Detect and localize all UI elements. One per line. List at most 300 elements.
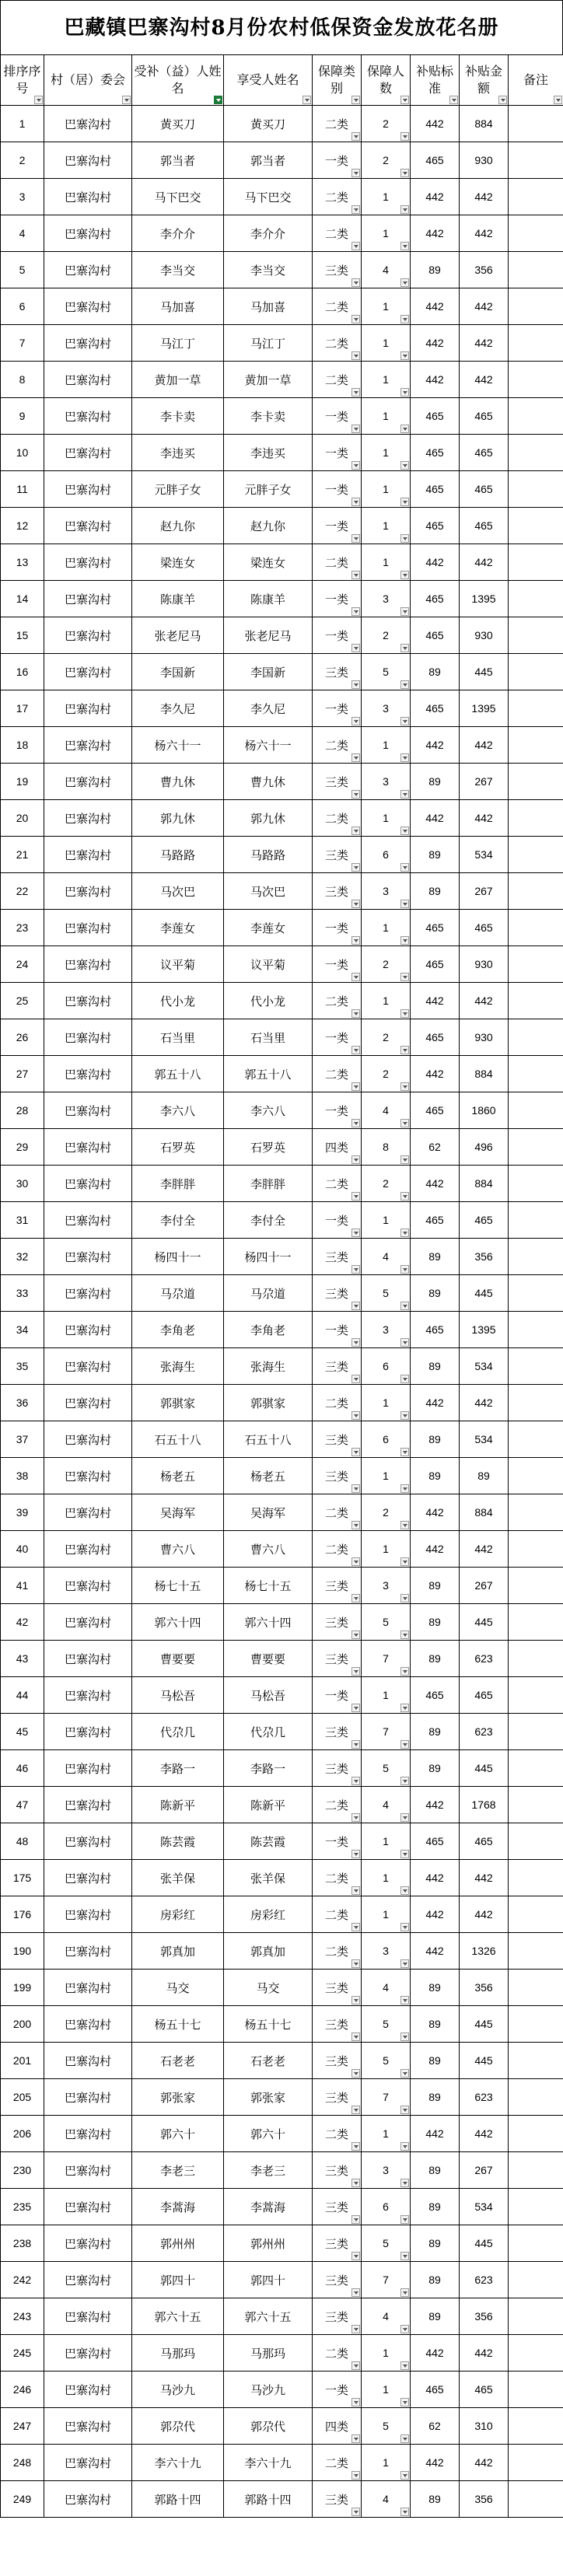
standard-cell[interactable]: [411, 435, 460, 471]
header-cell-category[interactable]: [313, 55, 362, 106]
cell-dropdown-icon[interactable]: [400, 2215, 409, 2224]
village-cell[interactable]: [44, 1568, 132, 1604]
recipient-name-cell[interactable]: [132, 2116, 224, 2152]
beneficiary-name-cell[interactable]: [224, 946, 313, 983]
standard-cell[interactable]: [411, 2225, 460, 2262]
cell-dropdown-icon[interactable]: [351, 717, 360, 725]
persons-cell[interactable]: [362, 1970, 411, 2006]
recipient-name-cell[interactable]: [132, 2445, 224, 2481]
amount-cell[interactable]: [460, 837, 509, 873]
amount-cell[interactable]: [460, 1312, 509, 1348]
remarks-cell[interactable]: [509, 1166, 563, 1202]
cell-dropdown-icon[interactable]: [351, 278, 360, 287]
standard-cell[interactable]: [411, 1129, 460, 1166]
cell-dropdown-icon[interactable]: [400, 1521, 409, 1529]
filter-dropdown-icon[interactable]: [302, 96, 311, 104]
cell-dropdown-icon[interactable]: [400, 1229, 409, 1237]
village-cell[interactable]: [44, 1896, 132, 1933]
recipient-name-cell[interactable]: [132, 1933, 224, 1970]
serial-cell[interactable]: [1, 1056, 44, 1092]
cell-dropdown-icon[interactable]: [351, 1557, 360, 1566]
remarks-cell[interactable]: [509, 617, 563, 654]
filter-active-dropdown-icon[interactable]: [214, 96, 222, 104]
cell-dropdown-icon[interactable]: [400, 1155, 409, 1164]
beneficiary-name-cell[interactable]: [224, 1896, 313, 1933]
serial-cell[interactable]: [1, 106, 44, 142]
standard-cell[interactable]: [411, 617, 460, 654]
category-cell[interactable]: [313, 2006, 362, 2043]
cell-dropdown-icon[interactable]: [400, 1923, 409, 1931]
category-cell[interactable]: [313, 2225, 362, 2262]
remarks-cell[interactable]: [509, 325, 563, 362]
standard-cell[interactable]: [411, 1166, 460, 1202]
remarks-cell[interactable]: [509, 1202, 563, 1239]
village-cell[interactable]: [44, 398, 132, 435]
cell-dropdown-icon[interactable]: [400, 827, 409, 835]
cell-dropdown-icon[interactable]: [351, 534, 360, 543]
category-cell[interactable]: [313, 508, 362, 544]
amount-cell[interactable]: [460, 2335, 509, 2372]
village-cell[interactable]: [44, 1421, 132, 1458]
cell-dropdown-icon[interactable]: [351, 242, 360, 250]
persons-cell[interactable]: [362, 215, 411, 252]
beneficiary-name-cell[interactable]: [224, 1385, 313, 1421]
village-cell[interactable]: [44, 654, 132, 690]
remarks-cell[interactable]: [509, 215, 563, 252]
remarks-cell[interactable]: [509, 1823, 563, 1860]
cell-dropdown-icon[interactable]: [400, 2471, 409, 2480]
village-cell[interactable]: [44, 2298, 132, 2335]
category-cell[interactable]: [313, 1458, 362, 1494]
persons-cell[interactable]: [362, 1568, 411, 1604]
persons-cell[interactable]: [362, 1056, 411, 1092]
cell-dropdown-icon[interactable]: [400, 1192, 409, 1201]
cell-dropdown-icon[interactable]: [400, 1813, 409, 1822]
amount-cell[interactable]: [460, 1494, 509, 1531]
remarks-cell[interactable]: [509, 983, 563, 1019]
remarks-cell[interactable]: [509, 837, 563, 873]
recipient-name-cell[interactable]: [132, 288, 224, 325]
amount-cell[interactable]: [460, 2152, 509, 2189]
village-cell[interactable]: [44, 1275, 132, 1312]
standard-cell[interactable]: [411, 2298, 460, 2335]
standard-cell[interactable]: [411, 837, 460, 873]
recipient-name-cell[interactable]: [132, 544, 224, 581]
standard-cell[interactable]: [411, 325, 460, 362]
standard-cell[interactable]: [411, 1568, 460, 1604]
beneficiary-name-cell[interactable]: [224, 873, 313, 910]
remarks-cell[interactable]: [509, 1750, 563, 1787]
recipient-name-cell[interactable]: [132, 654, 224, 690]
category-cell[interactable]: [313, 142, 362, 179]
persons-cell[interactable]: [362, 581, 411, 617]
amount-cell[interactable]: [460, 1860, 509, 1896]
beneficiary-name-cell[interactable]: [224, 1166, 313, 1202]
standard-cell[interactable]: [411, 2189, 460, 2225]
category-cell[interactable]: [313, 544, 362, 581]
cell-dropdown-icon[interactable]: [400, 1448, 409, 1456]
remarks-cell[interactable]: [509, 2481, 563, 2518]
category-cell[interactable]: [313, 252, 362, 288]
recipient-name-cell[interactable]: [132, 1092, 224, 1129]
standard-cell[interactable]: [411, 800, 460, 837]
standard-cell[interactable]: [411, 1239, 460, 1275]
standard-cell[interactable]: [411, 1750, 460, 1787]
cell-dropdown-icon[interactable]: [351, 936, 360, 945]
category-cell[interactable]: [313, 983, 362, 1019]
header-cell-beneficiary[interactable]: [224, 55, 313, 106]
beneficiary-name-cell[interactable]: [224, 1568, 313, 1604]
beneficiary-name-cell[interactable]: [224, 1860, 313, 1896]
village-cell[interactable]: [44, 727, 132, 764]
village-cell[interactable]: [44, 1531, 132, 1568]
standard-cell[interactable]: [411, 1641, 460, 1677]
recipient-name-cell[interactable]: [132, 179, 224, 215]
cell-dropdown-icon[interactable]: [400, 351, 409, 360]
category-cell[interactable]: [313, 1166, 362, 1202]
cell-dropdown-icon[interactable]: [351, 2032, 360, 2041]
village-cell[interactable]: [44, 2445, 132, 2481]
standard-cell[interactable]: [411, 1714, 460, 1750]
category-cell[interactable]: [313, 2298, 362, 2335]
persons-cell[interactable]: [362, 1750, 411, 1787]
serial-cell[interactable]: [1, 1202, 44, 1239]
remarks-cell[interactable]: [509, 1531, 563, 1568]
recipient-name-cell[interactable]: [132, 1860, 224, 1896]
filter-dropdown-icon[interactable]: [122, 96, 131, 104]
cell-dropdown-icon[interactable]: [351, 2069, 360, 2078]
header-cell-serial[interactable]: [1, 55, 44, 106]
category-cell[interactable]: [313, 106, 362, 142]
recipient-name-cell[interactable]: [132, 1312, 224, 1348]
beneficiary-name-cell[interactable]: [224, 2043, 313, 2079]
amount-cell[interactable]: [460, 106, 509, 142]
recipient-name-cell[interactable]: [132, 1970, 224, 2006]
amount-cell[interactable]: [460, 800, 509, 837]
category-cell[interactable]: [313, 2408, 362, 2445]
beneficiary-name-cell[interactable]: [224, 1677, 313, 1714]
amount-cell[interactable]: [460, 2189, 509, 2225]
village-cell[interactable]: [44, 288, 132, 325]
cell-dropdown-icon[interactable]: [351, 1740, 360, 1749]
category-cell[interactable]: [313, 1568, 362, 1604]
amount-cell[interactable]: [460, 1421, 509, 1458]
serial-cell[interactable]: [1, 1312, 44, 1348]
remarks-cell[interactable]: [509, 2335, 563, 2372]
amount-cell[interactable]: [460, 2481, 509, 2518]
village-cell[interactable]: [44, 1239, 132, 1275]
standard-cell[interactable]: [411, 508, 460, 544]
recipient-name-cell[interactable]: [132, 1166, 224, 1202]
recipient-name-cell[interactable]: [132, 2079, 224, 2116]
standard-cell[interactable]: [411, 1494, 460, 1531]
cell-dropdown-icon[interactable]: [351, 1302, 360, 1310]
amount-cell[interactable]: [460, 471, 509, 508]
category-cell[interactable]: [313, 1860, 362, 1896]
cell-dropdown-icon[interactable]: [400, 2288, 409, 2297]
cell-dropdown-icon[interactable]: [400, 1265, 409, 1274]
filter-dropdown-icon[interactable]: [449, 96, 458, 104]
village-cell[interactable]: [44, 435, 132, 471]
village-cell[interactable]: [44, 215, 132, 252]
village-cell[interactable]: [44, 1933, 132, 1970]
persons-cell[interactable]: [362, 252, 411, 288]
recipient-name-cell[interactable]: [132, 2298, 224, 2335]
serial-cell[interactable]: [1, 1823, 44, 1860]
category-cell[interactable]: [313, 873, 362, 910]
amount-cell[interactable]: [460, 1348, 509, 1385]
standard-cell[interactable]: [411, 2006, 460, 2043]
persons-cell[interactable]: [362, 617, 411, 654]
category-cell[interactable]: [313, 1933, 362, 1970]
beneficiary-name-cell[interactable]: [224, 435, 313, 471]
beneficiary-name-cell[interactable]: [224, 581, 313, 617]
remarks-cell[interactable]: [509, 2298, 563, 2335]
serial-cell[interactable]: [1, 1458, 44, 1494]
remarks-cell[interactable]: [509, 288, 563, 325]
cell-dropdown-icon[interactable]: [400, 205, 409, 214]
category-cell[interactable]: [313, 2335, 362, 2372]
remarks-cell[interactable]: [509, 435, 563, 471]
serial-cell[interactable]: [1, 2408, 44, 2445]
beneficiary-name-cell[interactable]: [224, 2225, 313, 2262]
category-cell[interactable]: [313, 1056, 362, 1092]
cell-dropdown-icon[interactable]: [400, 425, 409, 433]
cell-dropdown-icon[interactable]: [400, 278, 409, 287]
recipient-name-cell[interactable]: [132, 2225, 224, 2262]
persons-cell[interactable]: [362, 727, 411, 764]
persons-cell[interactable]: [362, 690, 411, 727]
remarks-cell[interactable]: [509, 2043, 563, 2079]
standard-cell[interactable]: [411, 690, 460, 727]
beneficiary-name-cell[interactable]: [224, 1823, 313, 1860]
amount-cell[interactable]: [460, 2262, 509, 2298]
village-cell[interactable]: [44, 106, 132, 142]
village-cell[interactable]: [44, 2043, 132, 2079]
village-cell[interactable]: [44, 617, 132, 654]
standard-cell[interactable]: [411, 946, 460, 983]
serial-cell[interactable]: [1, 2335, 44, 2372]
cell-dropdown-icon[interactable]: [351, 2142, 360, 2151]
standard-cell[interactable]: [411, 764, 460, 800]
standard-cell[interactable]: [411, 288, 460, 325]
village-cell[interactable]: [44, 325, 132, 362]
filter-dropdown-icon[interactable]: [351, 96, 360, 104]
amount-cell[interactable]: [460, 727, 509, 764]
serial-cell[interactable]: [1, 800, 44, 837]
cell-dropdown-icon[interactable]: [400, 2069, 409, 2078]
category-cell[interactable]: [313, 2481, 362, 2518]
standard-cell[interactable]: [411, 2079, 460, 2116]
category-cell[interactable]: [313, 1896, 362, 1933]
recipient-name-cell[interactable]: [132, 1494, 224, 1531]
category-cell[interactable]: [313, 1750, 362, 1787]
category-cell[interactable]: [313, 1092, 362, 1129]
standard-cell[interactable]: [411, 106, 460, 142]
cell-dropdown-icon[interactable]: [400, 1119, 409, 1127]
standard-cell[interactable]: [411, 1787, 460, 1823]
serial-cell[interactable]: [1, 2116, 44, 2152]
serial-cell[interactable]: [1, 946, 44, 983]
persons-cell[interactable]: [362, 142, 411, 179]
serial-cell[interactable]: [1, 2481, 44, 2518]
serial-cell[interactable]: [1, 1714, 44, 1750]
beneficiary-name-cell[interactable]: [224, 1312, 313, 1348]
beneficiary-name-cell[interactable]: [224, 764, 313, 800]
village-cell[interactable]: [44, 2372, 132, 2408]
persons-cell[interactable]: [362, 837, 411, 873]
recipient-name-cell[interactable]: [132, 1239, 224, 1275]
beneficiary-name-cell[interactable]: [224, 2152, 313, 2189]
village-cell[interactable]: [44, 1312, 132, 1348]
cell-dropdown-icon[interactable]: [351, 2106, 360, 2114]
cell-dropdown-icon[interactable]: [400, 2361, 409, 2370]
standard-cell[interactable]: [411, 873, 460, 910]
recipient-name-cell[interactable]: [132, 2006, 224, 2043]
recipient-name-cell[interactable]: [132, 2152, 224, 2189]
persons-cell[interactable]: [362, 2298, 411, 2335]
serial-cell[interactable]: [1, 617, 44, 654]
remarks-cell[interactable]: [509, 544, 563, 581]
recipient-name-cell[interactable]: [132, 1896, 224, 1933]
cell-dropdown-icon[interactable]: [400, 644, 409, 652]
serial-cell[interactable]: [1, 1494, 44, 1531]
filter-dropdown-icon[interactable]: [554, 96, 562, 104]
standard-cell[interactable]: [411, 142, 460, 179]
standard-cell[interactable]: [411, 1421, 460, 1458]
standard-cell[interactable]: [411, 215, 460, 252]
cell-dropdown-icon[interactable]: [400, 571, 409, 579]
cell-dropdown-icon[interactable]: [351, 2398, 360, 2406]
serial-cell[interactable]: [1, 1092, 44, 1129]
cell-dropdown-icon[interactable]: [351, 1448, 360, 1456]
serial-cell[interactable]: [1, 1239, 44, 1275]
recipient-name-cell[interactable]: [132, 1056, 224, 1092]
remarks-cell[interactable]: [509, 1092, 563, 1129]
amount-cell[interactable]: [460, 288, 509, 325]
cell-dropdown-icon[interactable]: [351, 1959, 360, 1968]
beneficiary-name-cell[interactable]: [224, 2372, 313, 2408]
beneficiary-name-cell[interactable]: [224, 2006, 313, 2043]
cell-dropdown-icon[interactable]: [351, 863, 360, 872]
remarks-cell[interactable]: [509, 1568, 563, 1604]
amount-cell[interactable]: [460, 1750, 509, 1787]
amount-cell[interactable]: [460, 910, 509, 946]
category-cell[interactable]: [313, 471, 362, 508]
beneficiary-name-cell[interactable]: [224, 1019, 313, 1056]
remarks-cell[interactable]: [509, 1604, 563, 1641]
recipient-name-cell[interactable]: [132, 362, 224, 398]
village-cell[interactable]: [44, 983, 132, 1019]
beneficiary-name-cell[interactable]: [224, 2298, 313, 2335]
category-cell[interactable]: [313, 2116, 362, 2152]
category-cell[interactable]: [313, 1275, 362, 1312]
cell-dropdown-icon[interactable]: [400, 1850, 409, 1858]
cell-dropdown-icon[interactable]: [351, 425, 360, 433]
standard-cell[interactable]: [411, 1970, 460, 2006]
standard-cell[interactable]: [411, 544, 460, 581]
cell-dropdown-icon[interactable]: [351, 2179, 360, 2187]
category-cell[interactable]: [313, 2043, 362, 2079]
category-cell[interactable]: [313, 1494, 362, 1531]
remarks-cell[interactable]: [509, 1348, 563, 1385]
cell-dropdown-icon[interactable]: [351, 644, 360, 652]
remarks-cell[interactable]: [509, 1275, 563, 1312]
beneficiary-name-cell[interactable]: [224, 617, 313, 654]
serial-cell[interactable]: [1, 727, 44, 764]
amount-cell[interactable]: [460, 2445, 509, 2481]
persons-cell[interactable]: [362, 2006, 411, 2043]
serial-cell[interactable]: [1, 1787, 44, 1823]
cell-dropdown-icon[interactable]: [400, 461, 409, 470]
cell-dropdown-icon[interactable]: [400, 2325, 409, 2333]
serial-cell[interactable]: [1, 179, 44, 215]
category-cell[interactable]: [313, 1019, 362, 1056]
remarks-cell[interactable]: [509, 2225, 563, 2262]
remarks-cell[interactable]: [509, 1641, 563, 1677]
remarks-cell[interactable]: [509, 1970, 563, 2006]
amount-cell[interactable]: [460, 983, 509, 1019]
category-cell[interactable]: [313, 764, 362, 800]
beneficiary-name-cell[interactable]: [224, 1750, 313, 1787]
amount-cell[interactable]: [460, 179, 509, 215]
cell-dropdown-icon[interactable]: [351, 1996, 360, 2005]
serial-cell[interactable]: [1, 1933, 44, 1970]
amount-cell[interactable]: [460, 1531, 509, 1568]
amount-cell[interactable]: [460, 1641, 509, 1677]
recipient-name-cell[interactable]: [132, 983, 224, 1019]
remarks-cell[interactable]: [509, 1019, 563, 1056]
standard-cell[interactable]: [411, 727, 460, 764]
persons-cell[interactable]: [362, 544, 411, 581]
persons-cell[interactable]: [362, 873, 411, 910]
village-cell[interactable]: [44, 142, 132, 179]
cell-dropdown-icon[interactable]: [351, 753, 360, 762]
serial-cell[interactable]: [1, 1677, 44, 1714]
cell-dropdown-icon[interactable]: [400, 169, 409, 177]
standard-cell[interactable]: [411, 1056, 460, 1092]
beneficiary-name-cell[interactable]: [224, 727, 313, 764]
category-cell[interactable]: [313, 1531, 362, 1568]
category-cell[interactable]: [313, 215, 362, 252]
cell-dropdown-icon[interactable]: [400, 2106, 409, 2114]
serial-cell[interactable]: [1, 544, 44, 581]
amount-cell[interactable]: [460, 1787, 509, 1823]
serial-cell[interactable]: [1, 2189, 44, 2225]
cell-dropdown-icon[interactable]: [400, 1594, 409, 1603]
category-cell[interactable]: [313, 2262, 362, 2298]
remarks-cell[interactable]: [509, 800, 563, 837]
cell-dropdown-icon[interactable]: [400, 1338, 409, 1347]
standard-cell[interactable]: [411, 910, 460, 946]
cell-dropdown-icon[interactable]: [351, 1155, 360, 1164]
cell-dropdown-icon[interactable]: [351, 2288, 360, 2297]
cell-dropdown-icon[interactable]: [400, 498, 409, 506]
remarks-cell[interactable]: [509, 1129, 563, 1166]
persons-cell[interactable]: [362, 983, 411, 1019]
persons-cell[interactable]: [362, 2225, 411, 2262]
beneficiary-name-cell[interactable]: [224, 2079, 313, 2116]
amount-cell[interactable]: [460, 252, 509, 288]
cell-dropdown-icon[interactable]: [351, 1046, 360, 1054]
village-cell[interactable]: [44, 2152, 132, 2189]
cell-dropdown-icon[interactable]: [351, 1192, 360, 1201]
recipient-name-cell[interactable]: [132, 764, 224, 800]
amount-cell[interactable]: [460, 2006, 509, 2043]
cell-dropdown-icon[interactable]: [400, 2179, 409, 2187]
amount-cell[interactable]: [460, 1202, 509, 1239]
serial-cell[interactable]: [1, 1604, 44, 1641]
